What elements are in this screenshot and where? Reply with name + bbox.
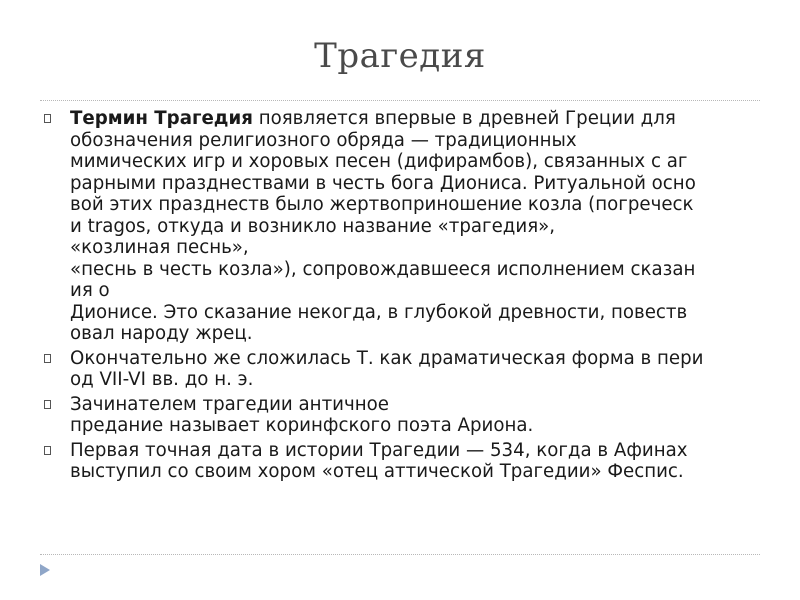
bullet-line-text: появляется впервые в древней Греции для: [252, 108, 676, 129]
bullet-line: обозначения религиозного обряда — традиционных: [70, 129, 577, 151]
bullet-item: [40, 394, 760, 437]
bullet-line: рарными празднествами в честь бога Диониса. Ритуальной осно: [70, 172, 696, 194]
next-slide-arrow-icon[interactable]: [40, 564, 50, 576]
title-divider: [40, 100, 760, 101]
slide-title: Трагедия: [314, 36, 486, 76]
bullet-line: овал народу жрец.: [70, 323, 253, 344]
bullet-line: Первая точная дата в истории Трагедии — 534, когда в Афинах: [70, 439, 688, 461]
bullet-line: од VII-VI вв. до н. э.: [70, 369, 254, 390]
square-bullet-icon: [44, 114, 51, 123]
bullet-line: Зачинателем трагедии античное: [70, 393, 389, 415]
bullet-line: «песнь в честь козла»), сопровождавшееся исполнением сказан: [70, 258, 696, 280]
square-bullet-icon: [44, 354, 51, 363]
bullet-line: и tragos, откуда и возникло название «трагедия»,: [70, 215, 556, 237]
bullet-line: Дионисе. Это сказание некогда, в глубокой древности, повеств: [70, 301, 688, 323]
bullet-line: Окончательно же сложилась Т. как драматическая форма в пери: [70, 347, 704, 369]
bullet-line: выступил со своим хором «отец аттической Трагедии» Феспис.: [70, 461, 684, 482]
bullet-item: [40, 440, 760, 483]
bullet-line: «козлиная песнь»,: [70, 237, 249, 258]
bullet-line: мимических игр и хоровых песен (дифирамбов), связанных с аг: [70, 151, 688, 172]
bullet-item: [40, 108, 760, 345]
bullet-line: вой этих празднеств было жертвоприношение козла (погреческ: [70, 194, 694, 215]
bullet-line: [70, 108, 760, 130]
footer-divider: [40, 554, 760, 555]
square-bullet-icon: [44, 446, 51, 455]
bullet-list: [40, 108, 760, 486]
square-bullet-icon: [44, 400, 51, 409]
bullet-line: предание называет коринфского поэта Ариона.: [70, 415, 534, 436]
bullet-item: [40, 348, 760, 391]
bullet-line: ия о: [70, 280, 110, 301]
bullet-strong-term: Термин Трагедия: [70, 108, 253, 129]
